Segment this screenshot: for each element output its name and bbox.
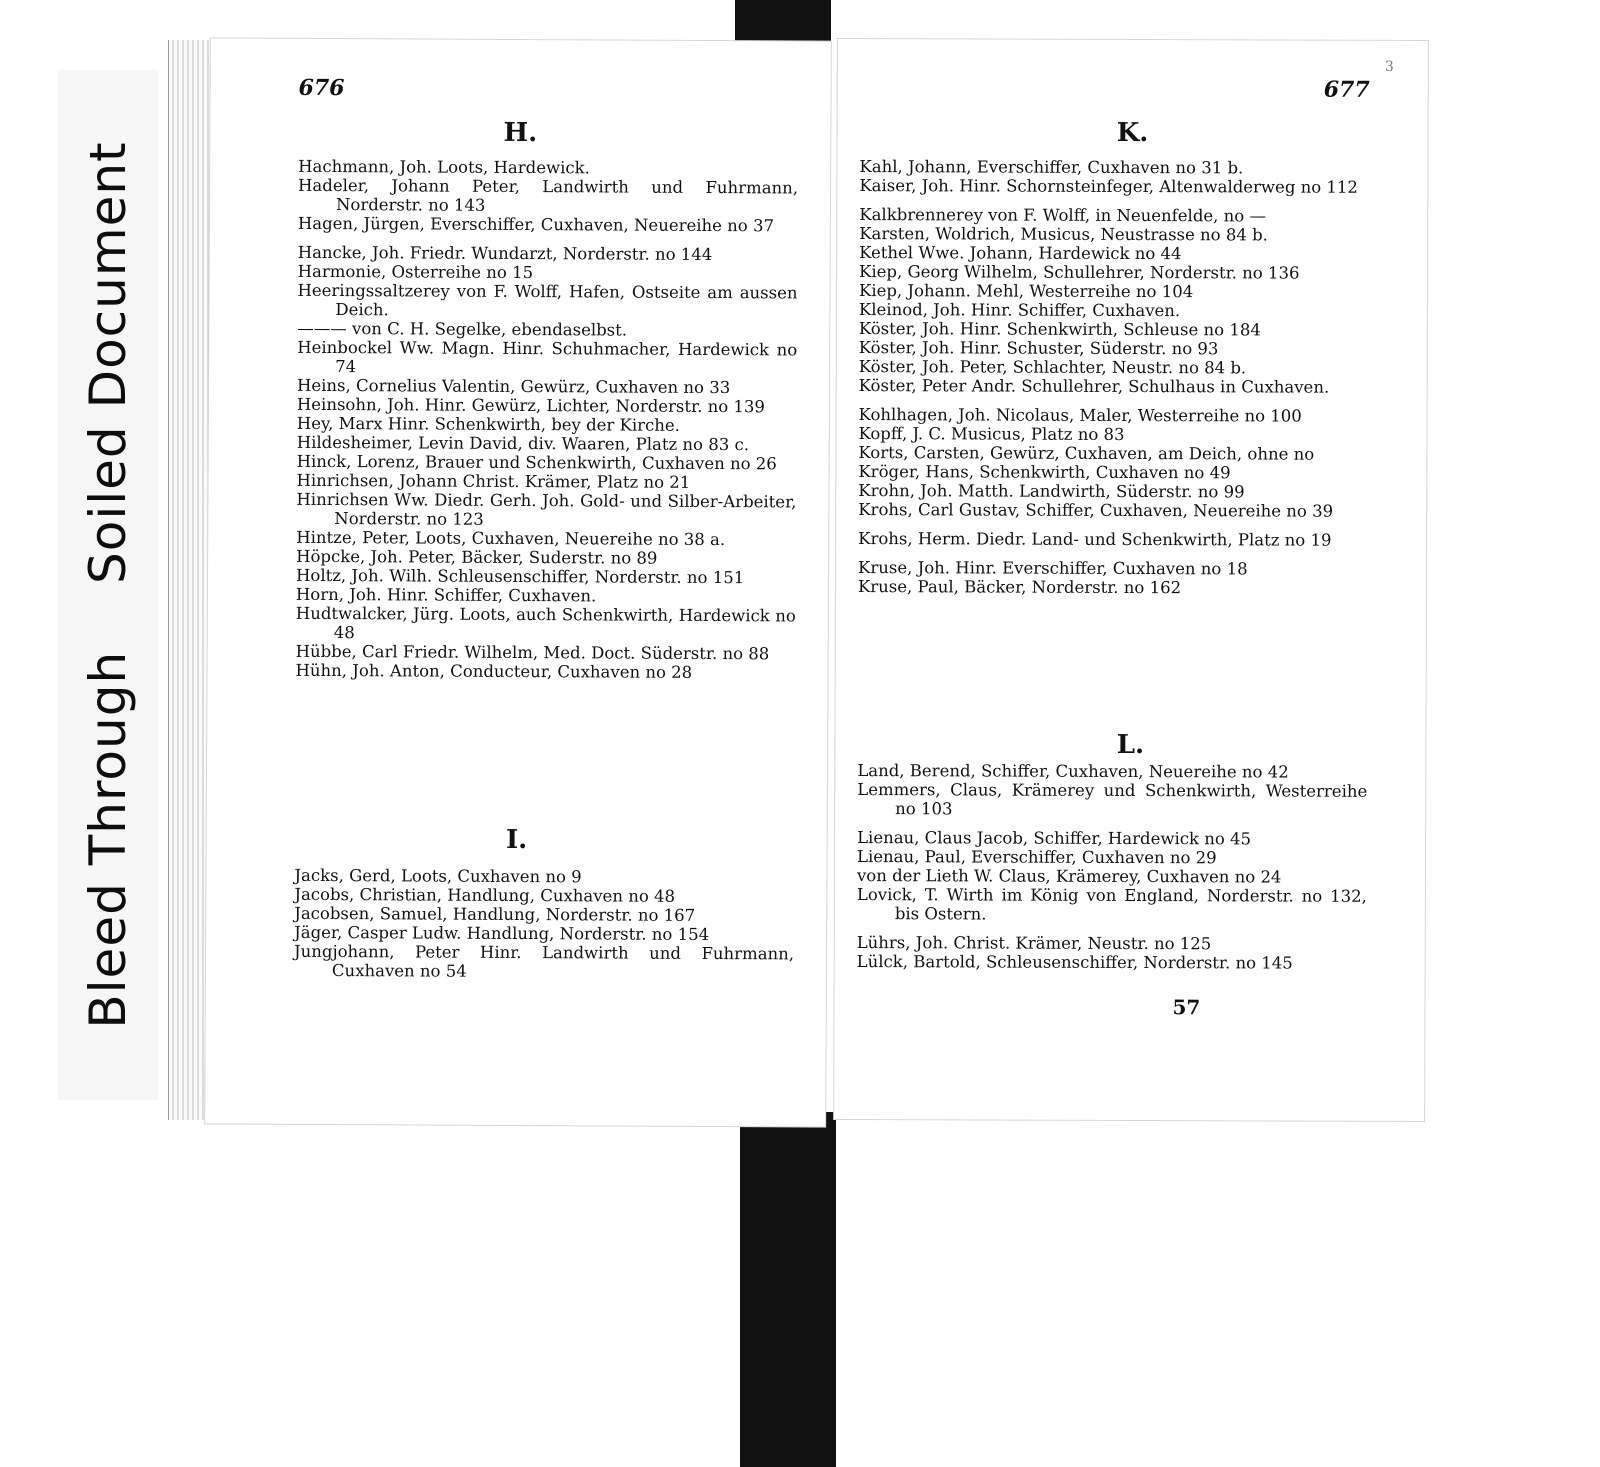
label-word-document: Document: [79, 141, 137, 409]
directory-entry: Höpcke, Joh. Peter, Bäcker, Suderstr. no 89: [296, 546, 658, 568]
section-letter-i: I.: [505, 824, 528, 856]
section-h-entries: [295, 157, 798, 683]
directory-entry: von der Lieth W. Claus, Krämerey, Cuxhaven no 24: [856, 866, 1282, 887]
directory-entry: Jacks, Gerd, Loots, Cuxhaven no 9: [294, 865, 582, 887]
section-letter-k: K.: [1116, 117, 1149, 149]
directory-entry: Kopff, J. C. Musicus, Platz no 83: [858, 424, 1125, 444]
document-label-text: [79, 141, 137, 1028]
directory-entry: Lienau, Paul, Everschiffer, Cuxhaven no 29: [856, 847, 1217, 868]
directory-entry: Krohn, Joh. Matth. Landwirth, Süderstr. no 99: [858, 481, 1245, 502]
left-page: [205, 38, 831, 1126]
section-letter-l: L.: [1116, 729, 1145, 761]
directory-entry: Lovick, T. Wirth im König von England, Norderstr. no 132, bis Ostern.: [856, 885, 1367, 924]
printer-signature-mark: 57: [1172, 995, 1201, 1020]
directory-entry: Kröger, Hans, Schenkwirth, Cuxhaven no 49: [858, 462, 1231, 483]
directory-entry: Heeringssaltzerey von F. Wolff, Hafen, Ostseite am aussen Deich.: [297, 280, 798, 320]
directory-entry: Hinrichsen Ww. Diedr. Gerh. Joh. Gold- und Silber-Arbeiter, Norderstr. no 123: [296, 489, 797, 529]
right-page: [834, 39, 1428, 1121]
directory-entry: Karsten, Woldrich, Musicus, Neustrasse no 84 b.: [859, 224, 1268, 245]
directory-entry: Kalkbrennerey von F. Wolff, in Neuenfelde, no —: [859, 205, 1267, 226]
directory-entry: ——— von C. H. Segelke, ebendaselbst.: [297, 318, 628, 340]
directory-entry: Krohs, Herm. Diedr. Land- und Schenkwirth, Platz no 19: [858, 529, 1332, 550]
section-j-entries: [294, 866, 795, 983]
directory-entry: Krohs, Carl Gustav, Schiffer, Cuxhaven, Neuereihe no 39: [858, 500, 1334, 521]
directory-entry: Lemmers, Claus, Krämerey und Schenkwirth, Westerreihe no 103: [857, 780, 1368, 819]
directory-entry: Hey, Marx Hinr. Schenkwirth, bey der Kirche.: [296, 413, 680, 435]
directory-entry: Jacobs, Christian, Handlung, Cuxhaven no 48: [294, 884, 676, 906]
directory-entry: Lührs, Joh. Christ. Krämer, Neustr. no 125: [856, 933, 1212, 954]
corner-pencil-mark: 3: [1384, 58, 1394, 75]
directory-entry: Kiep, Georg Wilhelm, Schullehrer, Norderstr. no 136: [859, 262, 1300, 283]
label-word-soiled: Soiled: [79, 425, 137, 584]
directory-entry: Jäger, Casper Ludw. Handlung, Norderstr. no 154: [294, 922, 710, 945]
directory-entry: Kleinod, Joh. Hinr. Schiffer, Cuxhaven.: [858, 300, 1181, 321]
directory-entry: Kruse, Joh. Hinr. Everschiffer, Cuxhaven no 18: [858, 558, 1248, 579]
directory-entry: Heinsohn, Joh. Hinr. Gewürz, Lichter, Norderstr. no 139: [296, 394, 765, 417]
directory-entry: Kiep, Johann. Mehl, Westerreihe no 104: [858, 281, 1194, 302]
directory-entry: Jacobsen, Samuel, Handlung, Norderstr. no 167: [294, 903, 696, 925]
directory-entry: Jungjohann, Peter Hinr. Landwirth und Fuhrmann, Cuxhaven no 54: [294, 941, 795, 981]
directory-entry: Harmonie, Osterreihe no 15: [297, 261, 534, 283]
directory-entry: Lülck, Bartold, Schleusenschiffer, Norderstr. no 145: [856, 952, 1293, 973]
directory-entry: Hachmann, Joh. Loots, Hardewick.: [298, 156, 590, 178]
directory-entry: Köster, Peter Andr. Schullehrer, Schulhaus in Cuxhaven.: [858, 376, 1330, 397]
directory-entry: Köster, Joh. Hinr. Schuster, Süderstr. no 93: [858, 338, 1219, 359]
label-word-bleed: Bleed: [79, 882, 137, 1029]
directory-entry: Heins, Cornelius Valentin, Gewürz, Cuxhaven no 33: [296, 375, 731, 398]
section-k-entries: [858, 157, 1370, 598]
book-spine-shadow-top: [735, 0, 831, 45]
directory-entry: Hildesheimer, Levin David, div. Waaren, Platz no 83 c.: [296, 432, 750, 455]
directory-entry: Hübbe, Carl Friedr. Wilhelm, Med. Doct. Süderstr. no 88: [295, 641, 770, 664]
section-l-entries: [857, 761, 1368, 973]
directory-entry: Heinbockel Ww. Magn. Hinr. Schuhmacher, Hardewick no 74: [297, 337, 798, 377]
directory-entry: Hinck, Lorenz, Brauer und Schenkwirth, Cuxhaven no 26: [296, 451, 777, 474]
directory-entry: Kethel Wwe. Johann, Hardewick no 44: [859, 243, 1182, 264]
directory-entry: Köster, Joh. Peter, Schlachter, Neustr. no 84 b.: [858, 357, 1247, 378]
directory-entry: Hancke, Joh. Friedr. Wundarzt, Norderstr. no 144: [297, 242, 713, 265]
left-page-number: 676: [298, 74, 345, 102]
directory-entry: Hagen, Jürgen, Everschiffer, Cuxhaven, Neuereihe no 37: [297, 213, 775, 236]
directory-entry: Korts, Carsten, Gewürz, Cuxhaven, am Deich, ohne no: [858, 443, 1315, 464]
directory-entry: Kaiser, Joh. Hinr. Schornsteinfeger, Altenwalderweg no 112: [859, 176, 1358, 197]
label-word-through: Through: [79, 650, 137, 866]
directory-entry: Hadeler, Johann Peter, Landwirth und Fuhrmann, Norderstr. no 143: [298, 175, 799, 215]
directory-entry: Hinrichsen, Johann Christ. Krämer, Platz no 21: [296, 470, 691, 492]
directory-entry: Kohlhagen, Joh. Nicolaus, Maler, Westerreihe no 100: [858, 405, 1302, 426]
directory-entry: Köster, Joh. Hinr. Schenkwirth, Schleuse no 184: [858, 319, 1261, 340]
section-letter-h: H.: [503, 117, 538, 149]
directory-entry: Kruse, Paul, Bäcker, Norderstr. no 162: [857, 577, 1182, 598]
directory-entry: Kahl, Johann, Everschiffer, Cuxhaven no 31 b.: [859, 157, 1244, 178]
directory-entry: Land, Berend, Schiffer, Cuxhaven, Neuereihe no 42: [857, 761, 1289, 782]
book-spine-shadow-bottom: [740, 1112, 836, 1467]
directory-entry: Horn, Joh. Hinr. Schiffer, Cuxhaven.: [295, 584, 597, 606]
directory-entry: Hintze, Peter, Loots, Cuxhaven, Neuereihe no 38 a.: [296, 527, 726, 550]
directory-entry: Lienau, Claus Jacob, Schiffer, Hardewick no 45: [857, 828, 1252, 849]
directory-entry: Hudtwalcker, Jürg. Loots, auch Schenkwirth, Hardewick no 48: [295, 603, 796, 643]
directory-entry: Holtz, Joh. Wilh. Schleusenschiffer, Norderstr. no 151: [295, 565, 745, 588]
directory-entry: Hühn, Joh. Anton, Conducteur, Cuxhaven no 28: [295, 660, 693, 682]
right-page-number: 677: [1323, 76, 1370, 103]
